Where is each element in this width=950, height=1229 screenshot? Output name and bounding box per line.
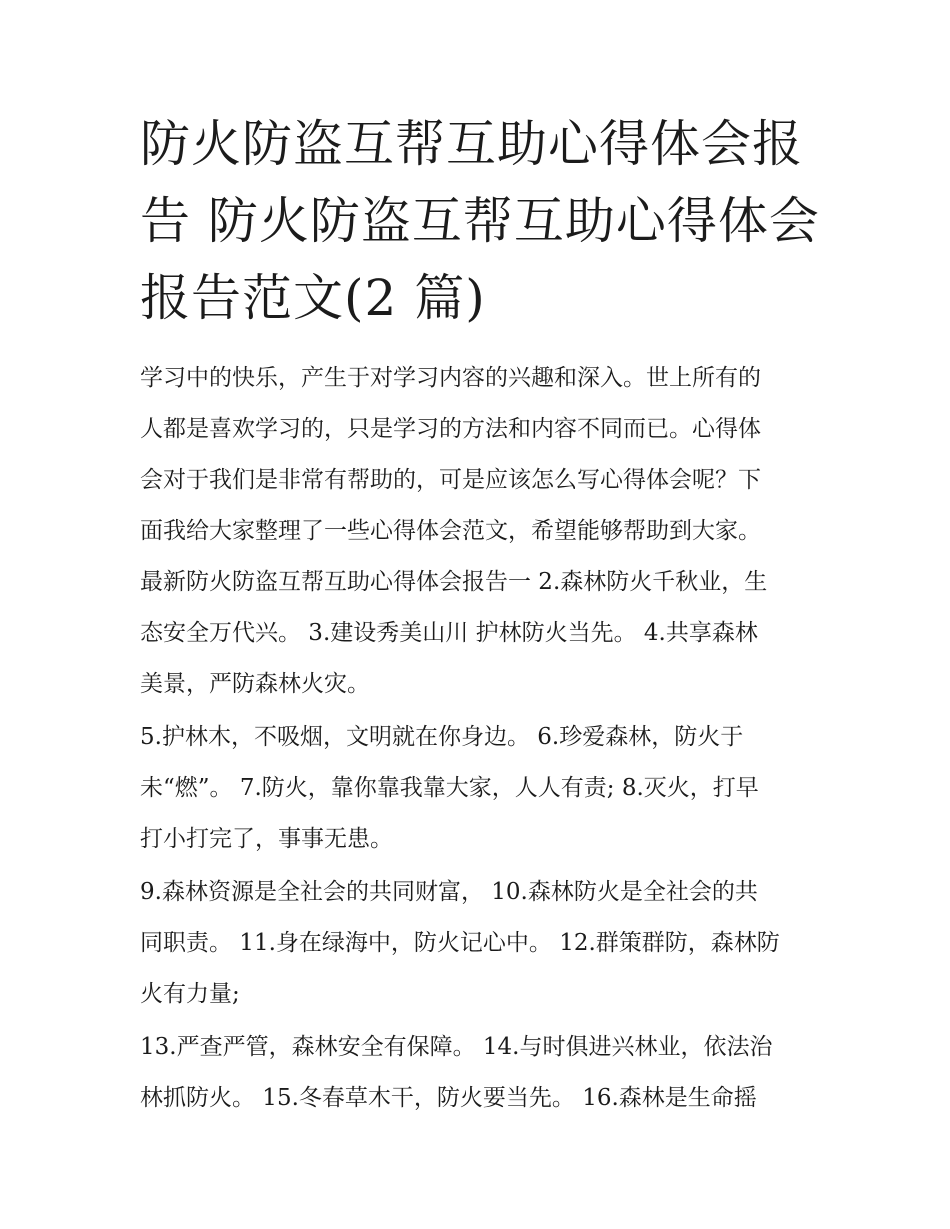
text-line: 态安全万代兴。 3.建设秀美山川 护林防火当先。 4.共享森林	[140, 620, 758, 646]
document-title	[140, 106, 820, 337]
text-line: 人都是喜欢学习的，只是学习的方法和内容不同而已。心得体	[140, 416, 761, 442]
text-line: 5.护林木，不吸烟，文明就在你身边。 6.珍爱森林，防火于	[140, 724, 744, 750]
text-line: 未“燃”。 7.防火，靠你靠我靠大家，人人有责; 8.灭火，打早	[140, 775, 759, 801]
paragraph-intro	[140, 353, 820, 710]
text-line: 最新防火防盗互帮互助心得体会报告一 2.森林防火千秋业，生	[140, 569, 768, 595]
text-line: 13.严查严管，森林安全有保障。 14.与时俱进兴林业，依法治	[140, 1034, 773, 1060]
paragraph-slogans-9-12	[140, 867, 820, 1020]
text-line: 林抓防火。 15.冬春草木干，防火要当先。 16.森林是生命摇	[140, 1085, 757, 1111]
text-line: 同职责。 11.身在绿海中，防火记心中。 12.群策群防，森林防	[140, 930, 780, 956]
text-line: 打小打完了，事事无患。	[140, 826, 393, 852]
text-line: 美景，严防森林火灾。	[140, 671, 370, 697]
title-line: 报告范文(2 篇)	[140, 269, 486, 327]
text-line: 学习中的快乐，产生于对学习内容的兴趣和深入。世上所有的	[140, 365, 761, 391]
text-line: 火有力量;	[140, 981, 240, 1007]
text-line: 面我给大家整理了一些心得体会范文，希望能够帮助到大家。	[140, 518, 761, 544]
paragraph-slogans-13-16	[140, 1022, 820, 1124]
paragraph-slogans-5-8	[140, 712, 820, 865]
text-line: 9.森林资源是全社会的共同财富， 10.森林防火是全社会的共	[140, 879, 758, 905]
title-line: 防火防盗互帮互助心得体会报	[140, 115, 803, 173]
text-line: 会对于我们是非常有帮助的，可是应该怎么写心得体会呢？下	[140, 467, 761, 493]
title-line: 告 防火防盗互帮互助心得体会	[140, 192, 820, 250]
document-body	[140, 353, 820, 1126]
